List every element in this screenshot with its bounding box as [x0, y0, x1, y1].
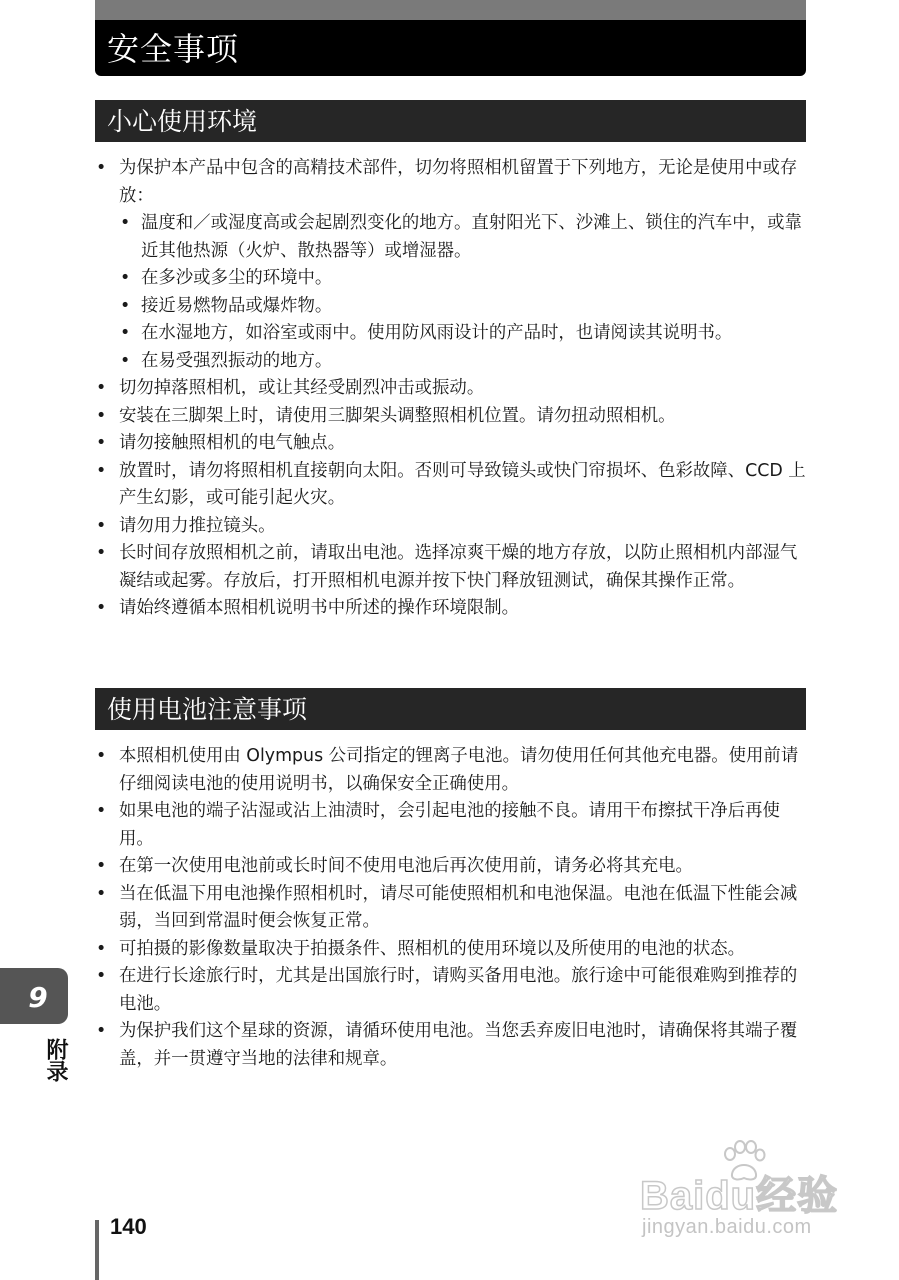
list-item: • 请始终遵循本照相机说明书中所述的操作环境限制。 — [95, 595, 810, 623]
list-item: • 长时间存放照相机之前，请取出电池。选择凉爽干燥的地方存放，以防止照相机内部湿气凝结或起雾。存放后，打开照相机电源并按下快门释放钮测试，确保其操作正常。 — [95, 540, 810, 595]
page-title: 安全事项 — [95, 20, 806, 76]
list-item: • 安装在三脚架上时，请使用三脚架头调整照相机位置。请勿扭动照相机。 — [95, 403, 810, 431]
list-item: • 在进行长途旅行时，尤其是出国旅行时，请购买备用电池。旅行途中可能很难购到推荐的电池。 — [95, 963, 810, 1018]
watermark — [640, 1140, 870, 1250]
chapter-label: 附录 — [43, 1038, 68, 1082]
sub-list-item: • 温度和／或湿度高或会起剧烈变化的地方。直射阳光下、沙滩上、锁住的汽车中，或靠近其他热源（火炉、散热器等）或增湿器。 — [119, 210, 810, 265]
watermark-sub: jingyan.baidu.com — [642, 1216, 812, 1238]
header-strip — [95, 0, 806, 20]
list-item: • 如果电池的端子沾湿或沾上油渍时，会引起电池的接触不良。请用干布擦拭干净后再使用。 — [95, 798, 810, 853]
list-item-text: 为保护本产品中包含的高精技术部件，切勿将照相机留置于下列地方，无论是使用中或存放： — [119, 158, 798, 206]
section-heading-battery: 使用电池注意事项 — [95, 688, 806, 730]
environment-list — [95, 155, 810, 623]
list-item — [95, 155, 810, 375]
list-item: • 在第一次使用电池前或长时间不使用电池后再次使用前，请务必将其充电。 — [95, 853, 810, 881]
sub-list-item: • 接近易燃物品或爆炸物。 — [119, 293, 810, 321]
list-item: • 当在低温下用电池操作照相机时，请尽可能使照相机和电池保温。电池在低温下性能会减弱，当回到常温时便会恢复正常。 — [95, 881, 810, 936]
list-item: • 本照相机使用由 Olympus 公司指定的锂离子电池。请勿使用任何其他充电器。使用前请仔细阅读电池的使用说明书，以确保安全正确使用。 — [95, 743, 810, 798]
watermark-main: Baidu经验 — [640, 1174, 839, 1218]
battery-list — [95, 743, 810, 1073]
sub-list-item: • 在水湿地方，如浴室或雨中。使用防风雨设计的产品时，也请阅读其说明书。 — [119, 320, 810, 348]
list-item: • 切勿掉落照相机，或让其经受剧烈冲击或振动。 — [95, 375, 810, 403]
list-item: • 放置时，请勿将照相机直接朝向太阳。否则可导致镜头或快门帘损坏、色彩故障、CCD 上产生幻影，或可能引起火灾。 — [95, 458, 810, 513]
page-number-bar — [95, 1220, 99, 1280]
list-item: • 请勿接触照相机的电气触点。 — [95, 430, 810, 458]
sub-list — [119, 210, 810, 375]
page-number: 140 — [110, 1214, 147, 1239]
sub-list-item: • 在易受强烈振动的地方。 — [119, 348, 810, 376]
list-item: • 请勿用力推拉镜头。 — [95, 513, 810, 541]
chapter-tab: 9 — [0, 968, 68, 1024]
sub-list-item: • 在多沙或多尘的环境中。 — [119, 265, 810, 293]
list-item: • 为保护我们这个星球的资源，请循环使用电池。当您丢弃废旧电池时，请确保将其端子覆盖，并一贯遵守当地的法律和规章。 — [95, 1018, 810, 1073]
list-item: • 可拍摄的影像数量取决于拍摄条件、照相机的使用环境以及所使用的电池的状态。 — [95, 936, 810, 964]
section-heading-environment: 小心使用环境 — [95, 100, 806, 142]
